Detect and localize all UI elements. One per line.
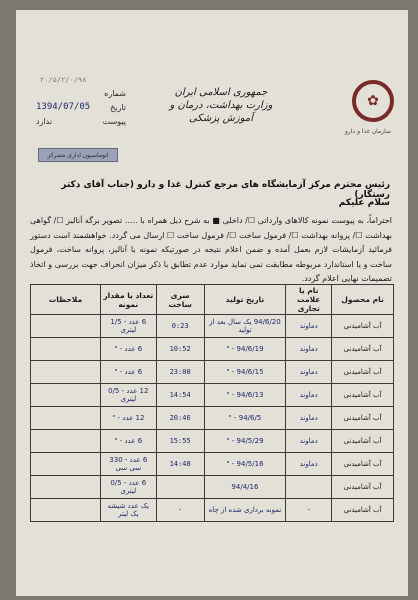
logo-caption: سازمان غذا و دارو: [345, 128, 391, 135]
cell-brand: دماوند: [286, 338, 332, 361]
cell-quantity: 6 عدد - 0/5 لیتری: [100, 476, 156, 499]
cell-brand: دماوند: [286, 430, 332, 453]
cell-notes: [31, 407, 101, 430]
date-label: تاریخ: [110, 102, 126, 112]
cell-series: -: [156, 499, 204, 522]
cell-notes: [31, 430, 101, 453]
ministry-line-1: جمهوری اسلامی ایران: [174, 87, 268, 98]
cell-production-date: نمونه برداری شده از چاه: [204, 499, 286, 522]
samples-table: [30, 284, 394, 522]
cell-notes: [31, 384, 101, 407]
table-row: [31, 453, 394, 476]
cell-production-date: 94/6/15 - ": [204, 361, 286, 384]
cell-quantity: 6 عدد - ": [100, 361, 156, 384]
cell-series: 23:08: [156, 361, 204, 384]
cell-brand: دماوند: [286, 453, 332, 476]
table-header-row: [31, 285, 394, 315]
recipient-line: رئیس محترم مرکز آزمایشگاه های مرجع کنترل غذا و دارو (جناب آقای دکتر رستگار): [61, 180, 390, 200]
greeting: سلام علیکم: [338, 198, 390, 208]
cell-production-date: 94/5/29 - ": [204, 430, 286, 453]
cell-production-date: 94/6/5 - ": [204, 407, 286, 430]
header-production-date: تاریخ تولید: [204, 285, 286, 315]
cell-brand: -: [286, 499, 332, 522]
header-quantity: تعداد یا مقدار نمونه: [100, 285, 156, 315]
cell-quantity: 6 عدد - ": [100, 338, 156, 361]
ministry-title: [156, 86, 286, 125]
header-notes: ملاحظات: [31, 285, 101, 315]
cell-notes: [31, 338, 101, 361]
table-row: [31, 361, 394, 384]
cell-product: آب آشامیدنی: [332, 430, 394, 453]
letter-number: ۲۰/۵/۲/۰/۹۸: [40, 76, 87, 84]
header-series: سری ساخت: [156, 285, 204, 315]
cell-notes: [31, 361, 101, 384]
attachment-value: ندارد: [36, 116, 53, 126]
cell-series: [156, 476, 204, 499]
cell-series: 20:46: [156, 407, 204, 430]
cell-notes: [31, 499, 101, 522]
cell-product: آب آشامیدنی: [332, 384, 394, 407]
attachment-label: پیوست: [102, 116, 126, 126]
table-row: [31, 338, 394, 361]
automation-stamp: اتوماسیون اداری متمرکز: [38, 148, 118, 162]
table-row: [31, 407, 394, 430]
cell-production-date: 94/6/19 - ": [204, 338, 286, 361]
cell-series: 0:23: [156, 315, 204, 338]
cell-quantity: 6 عدد - 330 سی سی: [100, 453, 156, 476]
cell-brand: [286, 476, 332, 499]
cell-production-date: 94/5/16 - ": [204, 453, 286, 476]
cell-product: آب آشامیدنی: [332, 361, 394, 384]
table-row: [31, 499, 394, 522]
cell-product: آب آشامیدنی: [332, 499, 394, 522]
cell-brand: دماوند: [286, 407, 332, 430]
table-row: [31, 315, 394, 338]
number-label: شماره: [104, 88, 126, 98]
cell-quantity: یک عدد شیشه یک لیتر: [100, 499, 156, 522]
letter-page: [16, 10, 408, 596]
cell-series: 14:48: [156, 453, 204, 476]
cell-product: آب آشامیدنی: [332, 407, 394, 430]
header-product: نام محصول: [332, 285, 394, 315]
cell-product: آب آشامیدنی: [332, 338, 394, 361]
cell-production-date: 94/6/13 - ": [204, 384, 286, 407]
cell-brand: دماوند: [286, 384, 332, 407]
cell-quantity: 12 عدد - ": [100, 407, 156, 430]
cell-notes: [31, 453, 101, 476]
cell-notes: [31, 315, 101, 338]
fda-logo-icon: ✿: [352, 80, 394, 122]
cell-brand: دماوند: [286, 315, 332, 338]
cell-production-date: 94/4/16: [204, 476, 286, 499]
ministry-line-2: وزارت بهداشت، درمان و آموزش پزشکی: [169, 100, 273, 124]
cell-product: آب آشامیدنی: [332, 476, 394, 499]
cell-series: 14:54: [156, 384, 204, 407]
cell-production-date: 94/6/20 یک سال بعد از تولید: [204, 315, 286, 338]
cell-brand: دماوند: [286, 361, 332, 384]
cell-quantity: 6 عدد - ": [100, 430, 156, 453]
cell-series: 10:52: [156, 338, 204, 361]
cell-notes: [31, 476, 101, 499]
table-row: [31, 384, 394, 407]
letter-meta: [36, 82, 126, 128]
header-brand: نام یا علامت تجاری: [286, 285, 332, 315]
cell-quantity: 6 عدد - 1/5 لیتری: [100, 315, 156, 338]
table-row: [31, 430, 394, 453]
letter-paragraph: احتراماً، به پیوست نمونه کالاهای وارداتی ☐/ داخلی ■ به شرح ذیل همراه با ..... تصویر برگه آنالیز ☐/ گواهی بهداشت ☐/ پروانه بهداشت ☐/ فرمول ساخت ☐/ فرمول ساخت ☐ ارسال می گردد. خواهشمند است دستور فرمائید آزمایشات لازم بعمل آمده و ضمن اعلام نتیجه در صورتیکه نمونه با آنالیز، پروانه ساخت، فرمول ساخت و یا استاندارد مربوطه مطابقت نمی نماید موارد عدم تطابق با ذکر میزان انحراف جهت بررسی و اتخاذ تصمیمات نهایی اعلام گردد.: [30, 216, 392, 283]
cell-product: آب آشامیدنی: [332, 315, 394, 338]
date-value: 1394/07/05: [36, 102, 91, 112]
cell-series: 15:55: [156, 430, 204, 453]
cell-product: آب آشامیدنی: [332, 453, 394, 476]
table-row: [31, 476, 394, 499]
cell-quantity: 12 عدد - 0/5 لیتری: [100, 384, 156, 407]
